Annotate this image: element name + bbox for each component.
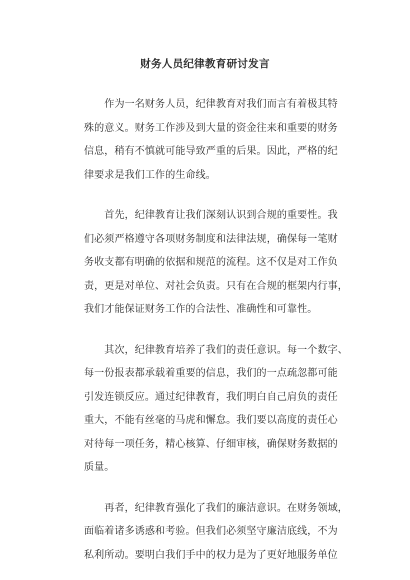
paragraph-integrity: [84, 497, 348, 568]
paragraph-line: 们必须严格遵守各项财务制度和法律法规，确保每一笔财: [84, 233, 338, 245]
paragraph-line: 引发连锁反应。通过纪律教育，我们明白自己肩负的责任: [84, 391, 338, 403]
paragraph-line: 我们才能保证财务工作的合法性、准确性和可靠性。: [84, 304, 318, 315]
paragraph-line: 殊的意义。财务工作涉及到大量的资金往来和重要的财务: [84, 122, 338, 134]
paragraph-line: 信息，稍有不慎就可能导致严重的后果。因此，严格的纪: [84, 146, 338, 157]
paragraph-compliance: [84, 204, 348, 322]
paragraph-line: 责，更是对单位、对社会负责。只有在合规的框架内行事，: [84, 280, 348, 292]
paragraph-line: 首先，纪律教育让我们深刻认识到合规的重要性。我: [84, 210, 338, 221]
paragraph-line: 重大，不能有丝毫的马虎和懈怠。我们要以高度的责任心: [84, 415, 338, 426]
paragraph-line: 每一份报表都承载着重要的信息，我们的一点疏忽都可能: [84, 368, 338, 379]
paragraph-line: 再者，纪律教育强化了我们的廉洁意识。在财务领域，: [84, 502, 348, 514]
document-title: 财务人员纪律教育研讨发言: [140, 58, 270, 70]
paragraph-line: 私利所动。要明白我们手中的权力是为了更好地服务单位: [84, 549, 338, 561]
paragraph-intro: [84, 93, 338, 187]
paragraph-line: 面临着诸多诱惑和考验。但我们必须坚守廉洁底线，不为: [84, 526, 338, 537]
paragraph-line: 对待每一项任务，精心核算、仔细审核，确保财务数据的: [84, 438, 338, 450]
paragraph-line: 务收支都有明确的依据和规范的流程。这不仅是对工作负: [84, 257, 338, 268]
paragraph-line: 其次，纪律教育培养了我们的责任意识。每一个数字、: [84, 344, 348, 356]
paragraph-line: 律要求是我们工作的生命线。: [84, 169, 216, 181]
paragraph-line: 质量。: [84, 462, 115, 473]
paragraph-line: 作为一名财务人员，纪律教育对我们而言有着极其特: [84, 99, 338, 110]
paragraph-responsibility: [84, 339, 348, 480]
